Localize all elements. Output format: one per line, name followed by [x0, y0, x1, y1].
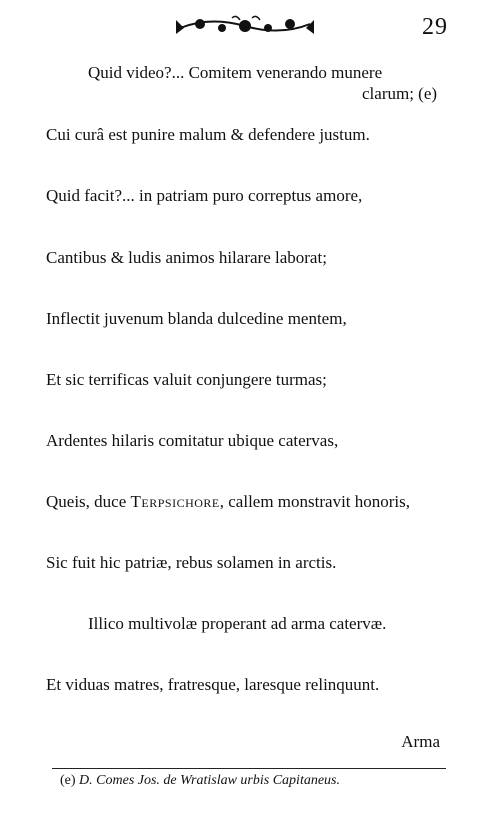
poem-line-10: Illico multivolæ properant ad arma catervæ.: [88, 614, 387, 633]
poem-line-9: Sic fuit hic patriæ, rebus solamen in arctis.: [46, 553, 337, 572]
floral-vine-ornament-icon: [170, 12, 320, 40]
poem-line-8-end: , callem monstravit honoris,: [219, 492, 411, 511]
poem-line-5: Inflectit juvenum blanda dulcedine mentem,: [46, 309, 347, 328]
poem-line-4: Cantibus & ludis animos hilarare laborat;: [46, 248, 327, 267]
poem-line-1: Quid video?... Comitem venerando munere: [88, 63, 383, 82]
poem-line-6: Et sic terrificas valuit conjungere turmas;: [46, 370, 327, 389]
poem-line-8-start: Queis, duce: [46, 492, 127, 511]
muse-name: Terpsichore: [130, 492, 220, 511]
footnote-marker: (e): [60, 773, 76, 788]
catchword: Arma: [401, 732, 440, 751]
poem-line-2: Cui curâ est punire malum & defendere justum.: [46, 125, 370, 144]
footnote-rule: [52, 768, 446, 769]
footnote-text: D. Comes Jos. de Wratislaw urbis Capitaneus.: [79, 773, 341, 788]
poem-line-3: Quid facit?... in patriam puro correptus amore,: [46, 186, 363, 205]
page-number: 29: [422, 14, 448, 40]
poem-line-11: Et viduas matres, fratresque, laresque relinquunt.: [46, 675, 380, 694]
footnote: [60, 773, 340, 789]
poem-line-7: Ardentes hilaris comitatur ubique catervas,: [46, 431, 339, 450]
poem-line-1-continuation: clarum; (e): [362, 84, 438, 103]
poem-line-8: [46, 492, 410, 512]
